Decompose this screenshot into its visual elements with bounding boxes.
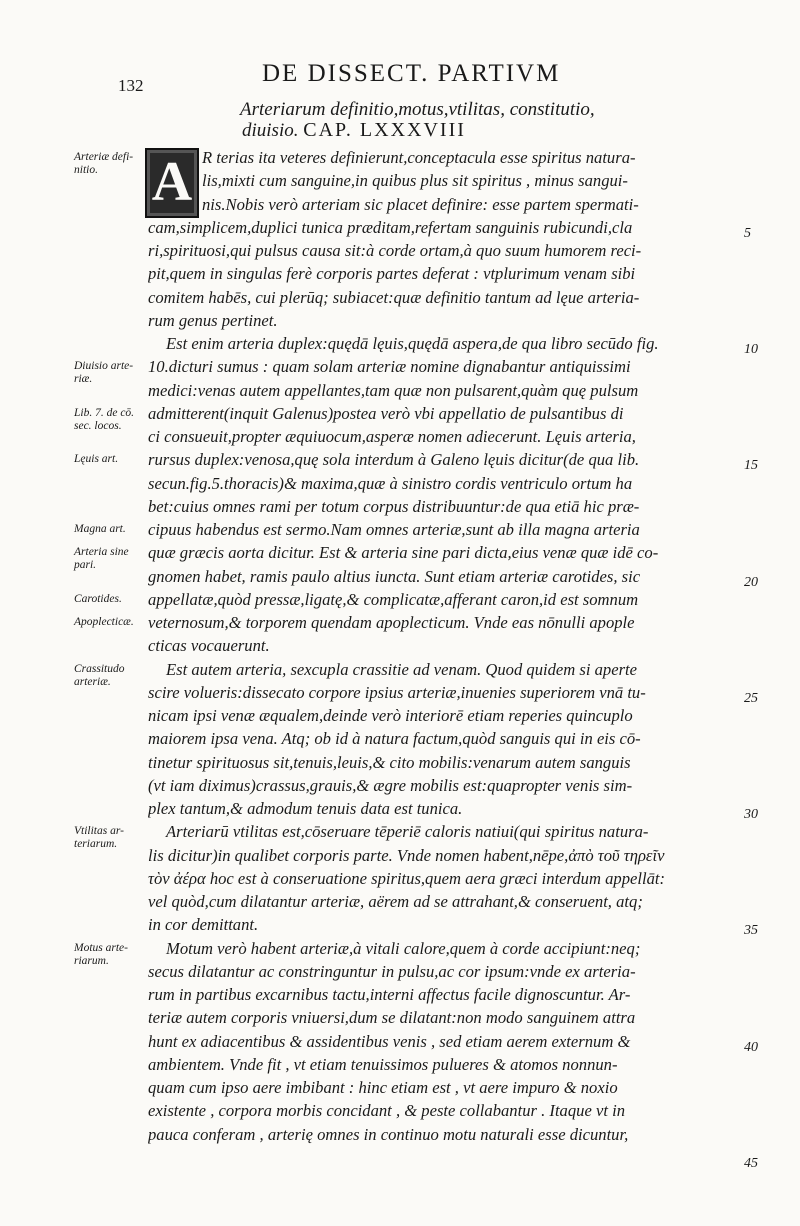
text-line: plex tantum,& admodum tenuis data est tunica. xyxy=(148,799,463,818)
running-head: DE DISSECT. PARTIVM xyxy=(262,60,561,87)
text-line: veternosum,& torporem quendam apoplecticum. Vnde eas nōnulli apople xyxy=(148,613,635,632)
text-line: pit,quem in singulas ferè corporis partes deferat : vtplurimum venam sibi xyxy=(148,264,636,284)
text-line: comitem habēs, cui plerūq; subiacet:quæ definitio tantum ad lęue arteria- xyxy=(148,287,640,307)
text-line: bet:cuius omnes rami per totum corpus distribuuntur:de qua etiā hic præ- xyxy=(148,496,640,516)
text-line: ci consueuit,propter æquiuocum,asperæ nomen adiecerunt. Lęuis arteria, xyxy=(148,427,636,446)
chapter-title-line-2 xyxy=(240,120,660,141)
margin-note: Arteria sine pari. xyxy=(74,546,129,572)
text-line: vel quòd,cum dilatantur arteriæ, aërem ad se attrahant,& conseruent, atq; xyxy=(148,892,643,911)
text-line: cipuus habendus est sermo.Nam omnes arteriæ,sunt ab illa magna arteria xyxy=(148,520,640,539)
text-line: Est autem arteria, sexcupla crassitie ad venam. Quod quidem si aperte xyxy=(166,659,638,679)
line-number: 5 xyxy=(744,225,751,241)
text-line: Arteriarū vtilitas est,cōseruare tēperiē caloris natiui(qui spiritus natura- xyxy=(166,822,649,842)
text-line: tinetur spirituosus sit,tenuis,leuis,& cito mobilis:venarum autem sanguis xyxy=(148,752,631,772)
text-line: τὸν ἀέρα hoc est à conseruatione spiritus,quem aera græci interdum appellāt: xyxy=(148,868,666,888)
line-number: 15 xyxy=(744,458,758,474)
text-line: teriæ autem corporis vniuersi,dum se dilatant:non modo sanguinem attra xyxy=(148,1008,636,1028)
line-number: 10 xyxy=(744,342,758,357)
text-line: hunt ex adiacentibus & assidentibus venis , sed etiam aerem externum & xyxy=(148,1031,631,1051)
text-line: 10.dicturi sumus : quam solam arteriæ nomine dignabantur antiquissimi xyxy=(148,357,631,377)
chapter-title-line-1: Arteriarum definitio,motus,vtilitas, constitutio, xyxy=(240,99,595,120)
margin-note: Vtilitas ar- teriarum. xyxy=(74,825,124,851)
text-line: ri,spirituosi,qui pulsus causa sit:à corde ortam,à quo suum humorem reci- xyxy=(148,241,642,260)
chapter-title xyxy=(240,100,660,141)
text-line: quæ græcis aorta dicitur. Est & arteria sine pari dicta,eius venæ quæ idē co- xyxy=(148,543,659,563)
page-number: 132 xyxy=(118,76,144,95)
line-number: 40 xyxy=(744,1039,758,1055)
decorated-initial: A xyxy=(145,148,199,218)
text-line: secus dilatantur ac constringuntur in pulsu,ac cor ipsum:vnde ex arteria- xyxy=(148,961,636,981)
margin-note: Magna art. xyxy=(74,523,126,535)
text-line: Motum verò habent arteriæ,à vitali calore,quem à corde accipiunt:neq; xyxy=(166,938,641,958)
text-line: lis,mixti cum sanguine,in quibus plus sit spiritus , minus sangui- xyxy=(202,171,628,191)
line-number: 45 xyxy=(744,1155,758,1171)
text-line: quam cum ipso aere imbibant : hinc etiam est , vt aere impuro & noxio xyxy=(148,1078,618,1097)
line-number: 35 xyxy=(744,923,758,939)
text-line: cticas vocauerunt. xyxy=(148,636,270,656)
body-text xyxy=(148,146,736,1146)
text-line: (vt iam diximus)crassus,grauis,& ægre mobilis est:quapropter venis sim- xyxy=(148,775,633,795)
margin-note: Lęuis art. xyxy=(74,453,119,466)
text-line: rum genus pertinet. xyxy=(148,310,278,330)
text-line: rursus duplex:venosa,quę sola interdum à Galeno lęuis dicitur(de qua lib. xyxy=(148,450,640,470)
line-number: 25 xyxy=(744,690,758,706)
line-number: 20 xyxy=(744,574,758,590)
text-line: secun.fig.5.thoracis)& maxima,quæ à sinistro cordis ventriculo ortum ha xyxy=(148,473,633,493)
text-line: appellatæ,quòd pressæ,ligatę,& complicatæ,afferant caron,id est somnum xyxy=(148,589,639,609)
text-line: pauca conferam , arterię omnes in continuo motu naturali esse dicuntur, xyxy=(148,1124,629,1144)
text-line: cam,simplicem,duplici tunica præditam,refertam sanguinis rubicundi,cla xyxy=(148,217,633,237)
text-line: ambientem. Vnde fit , vt etiam tenuissimos pulueres & atomos nonnun- xyxy=(148,1054,618,1074)
text-line: Est enim arteria duplex:quędā lęuis,quędā aspera,de qua libro secūdo fig. xyxy=(166,334,659,353)
text-line: nis.Nobis verò arteriam sic placet definire: esse partem spermati- xyxy=(202,194,639,214)
text-line: scire volueris:dissecato corpore ipsius arteriæ,inuenies superiorem vnā tu- xyxy=(148,682,646,702)
margin-note: Crassitudo arteriæ. xyxy=(74,662,125,688)
text-line: maiorem ipsa vena. Atq; ob id à natura factum,quòd sanguis qui in eis cō- xyxy=(148,729,641,749)
text-line: R terias ita veteres definierunt,conceptacula esse spiritus natura- xyxy=(202,148,636,167)
text-line: gnomen habet, ramis paulo altius iuncta. Sunt etiam arteriæ carotides, sic xyxy=(148,566,641,586)
text-line: rum in partibus excarnibus tactu,interni affectus facile dignoscuntur. Ar- xyxy=(148,985,631,1004)
text-line: existente , corpora morbis concidant , & peste collabantur . Itaque vt in xyxy=(148,1101,625,1121)
chapter-title-diuisio: diuisio. xyxy=(242,120,299,141)
chapter-number: CAP. LXXXVIII xyxy=(303,119,466,141)
line-number: 30 xyxy=(744,807,758,822)
margin-note: Apoplecticæ. xyxy=(74,616,134,628)
text-line: admitterent(inquit Galenus)postea verò vbi appellatio de pulsantibus di xyxy=(148,403,624,423)
margin-note: Arteriæ defi- nitio. xyxy=(74,151,134,176)
margin-note: Lib. 7. de cō. sec. locos. xyxy=(74,406,135,432)
text-line: in cor demittant. xyxy=(148,915,259,935)
text-line: medici:venas autem appellantes,tam quæ non pulsarent,quàm quę pulsum xyxy=(148,380,639,400)
text-line: lis dicitur)in qualibet corporis parte. Vnde nomen habent,nēpe,ἀπὸ τοῦ τηρεῖν xyxy=(148,845,665,865)
margin-note: Carotides. xyxy=(74,592,122,605)
margin-note: Diuisio arte- riæ. xyxy=(74,360,134,386)
text-line: nicam ipsi venæ æqualem,deinde verò interiorē etiam reperies quincuplo xyxy=(148,706,633,725)
margin-note: Motus arte- riarum. xyxy=(74,941,128,967)
